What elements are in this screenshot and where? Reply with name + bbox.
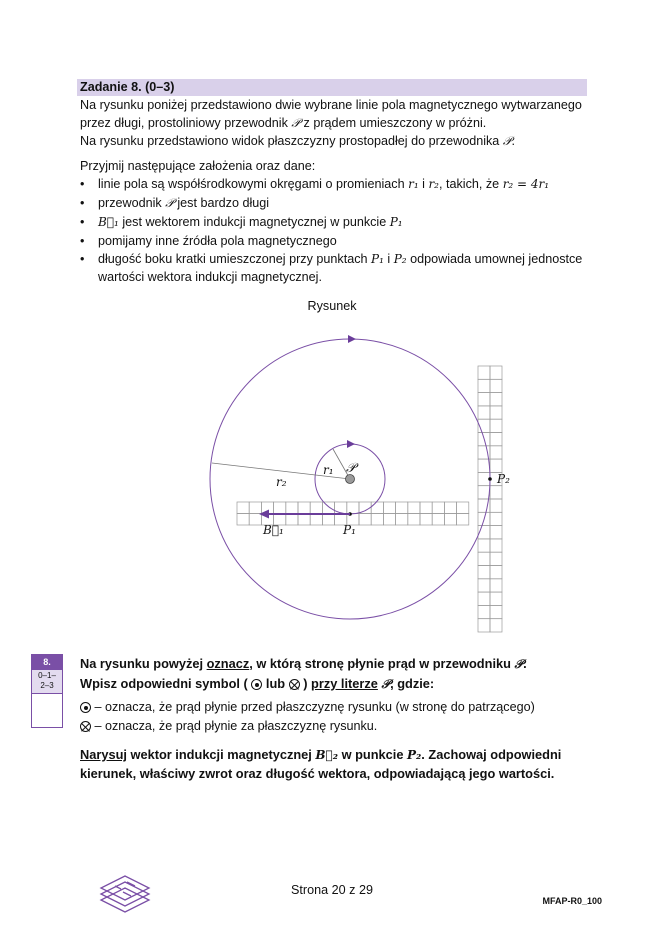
grid-cell <box>237 502 249 514</box>
grid-cell <box>237 514 249 526</box>
grid-vertical <box>478 366 502 632</box>
grid-cell <box>490 579 502 592</box>
grid-cell <box>490 592 502 605</box>
grid-cell <box>444 502 456 514</box>
grid-cell <box>478 472 490 485</box>
intro-line-3: Na rysunku przedstawiono widok płaszczyzny prostopadłej do przewodnika 𝒫. <box>80 134 515 148</box>
grid-cell <box>383 514 395 526</box>
inner-direction-arrow <box>347 440 355 448</box>
cross-symbol-icon <box>289 679 300 690</box>
grid-cell <box>457 514 469 526</box>
label-r1: r₁ <box>323 463 334 477</box>
grid-cell <box>249 502 261 514</box>
grid-cell <box>347 502 359 514</box>
grid-cell <box>396 502 408 514</box>
exam-code: MFAP-R0_100 <box>542 896 602 906</box>
grid-cell <box>490 366 502 379</box>
grid-cell <box>432 514 444 526</box>
b1-vector-arrowhead <box>259 510 269 519</box>
grid-cell <box>478 605 490 618</box>
grid-cell <box>371 502 383 514</box>
page-number: Strona 20 z 29 <box>291 883 373 897</box>
grid-cell <box>478 366 490 379</box>
grid-cell <box>490 379 502 392</box>
grid-cell <box>478 539 490 552</box>
figure-caption: Rysunek <box>307 299 357 313</box>
grid-cell <box>298 502 310 514</box>
score-points: 0–1– 2–3 <box>32 670 62 694</box>
intro-line-1: Na rysunku poniżej przedstawiono dwie wybrane linie pola magnetycznego wytwarzanego <box>80 98 582 112</box>
grid-cell <box>490 459 502 472</box>
grid-cell <box>322 502 334 514</box>
grid-cell <box>478 406 490 419</box>
grid-cell <box>322 514 334 526</box>
outer-direction-arrow <box>348 335 356 343</box>
bullet: • <box>80 252 85 266</box>
grid-cell <box>478 566 490 579</box>
grid-cell <box>478 459 490 472</box>
grid-cell <box>408 514 420 526</box>
bullet: • <box>80 196 85 210</box>
point-p2 <box>488 477 492 481</box>
task-header: Zadanie 8. (0–3) <box>77 79 587 96</box>
grid-cell <box>478 379 490 392</box>
task-instruction-4: kierunek, właściwy zwrot oraz długość wektora, odpowiadającą jego wartości. <box>80 766 555 781</box>
label-b1: B⃗₁ <box>263 523 284 537</box>
grid-cell <box>490 512 502 525</box>
grid-cell <box>457 502 469 514</box>
bullet: • <box>80 177 85 191</box>
option-dot: – oznacza, że prąd płynie przed płaszczyznę rysunku (w stronę do patrzącego) <box>80 698 600 717</box>
bullet: • <box>80 215 85 229</box>
dot-symbol-icon <box>80 702 91 713</box>
grid-cell <box>249 514 261 526</box>
assumptions-heading: Przyjmij następujące założenia oraz dane: <box>80 159 316 173</box>
grid-cell <box>420 514 432 526</box>
grid-cell <box>298 514 310 526</box>
grid-cell <box>432 502 444 514</box>
dot-symbol-icon <box>251 679 262 690</box>
grid-cell <box>274 502 286 514</box>
task-instruction-1: Na rysunku powyżej oznacz, w którą stronę płynie prąd w przewodniku 𝒫. <box>80 656 527 671</box>
intro-line-2: przez długi, prostoliniowy przewodnik 𝒫 z prądem umieszczony w próżni. <box>80 116 487 130</box>
grid-cell <box>490 566 502 579</box>
bullet: • <box>80 234 85 248</box>
grid-cell <box>490 619 502 632</box>
score-box <box>31 654 63 728</box>
grid-cell <box>310 514 322 526</box>
grid-cell <box>490 552 502 565</box>
grid-cell <box>490 419 502 432</box>
grid-cell <box>359 514 371 526</box>
grid-cell <box>478 393 490 406</box>
grid-cell <box>478 486 490 499</box>
grid-cell <box>478 592 490 605</box>
label-p1: P₁ <box>343 523 356 537</box>
cross-symbol-icon <box>80 721 91 732</box>
task-instruction-2: Wpisz odpowiedni symbol ( lub ) przy literze 𝒫, gdzie: <box>80 676 435 691</box>
grid-cell <box>490 499 502 512</box>
grid-cell <box>490 486 502 499</box>
grid-cell <box>490 406 502 419</box>
option-cross: – oznacza, że prąd płynie za płaszczyznę rysunku. <box>80 717 600 736</box>
label-r2: r₂ <box>276 475 287 489</box>
grid-cell <box>444 514 456 526</box>
grid-cell <box>408 502 420 514</box>
label-p2: P₂ <box>497 472 510 486</box>
grid-cell <box>478 579 490 592</box>
grid-cell <box>420 502 432 514</box>
grid-cell <box>383 502 395 514</box>
task-instruction-3: Narysuj wektor indukcji magnetycznej B⃗₂ w punkcie P₂. Zachowaj odpowiedni <box>80 747 562 762</box>
grid-cell <box>286 514 298 526</box>
label-conductor: 𝒫 <box>346 461 356 476</box>
grid-cell <box>490 433 502 446</box>
grid-cell <box>490 446 502 459</box>
grid-cell <box>490 605 502 618</box>
grid-cell <box>286 502 298 514</box>
grid-cell <box>478 552 490 565</box>
grid-cell <box>396 514 408 526</box>
grid-cell <box>490 539 502 552</box>
grid-cell <box>478 619 490 632</box>
grid-cell <box>490 526 502 539</box>
grid-cell <box>490 393 502 406</box>
score-task-number: 8. <box>32 655 62 670</box>
grid-cell <box>310 502 322 514</box>
grid-cell <box>371 514 383 526</box>
